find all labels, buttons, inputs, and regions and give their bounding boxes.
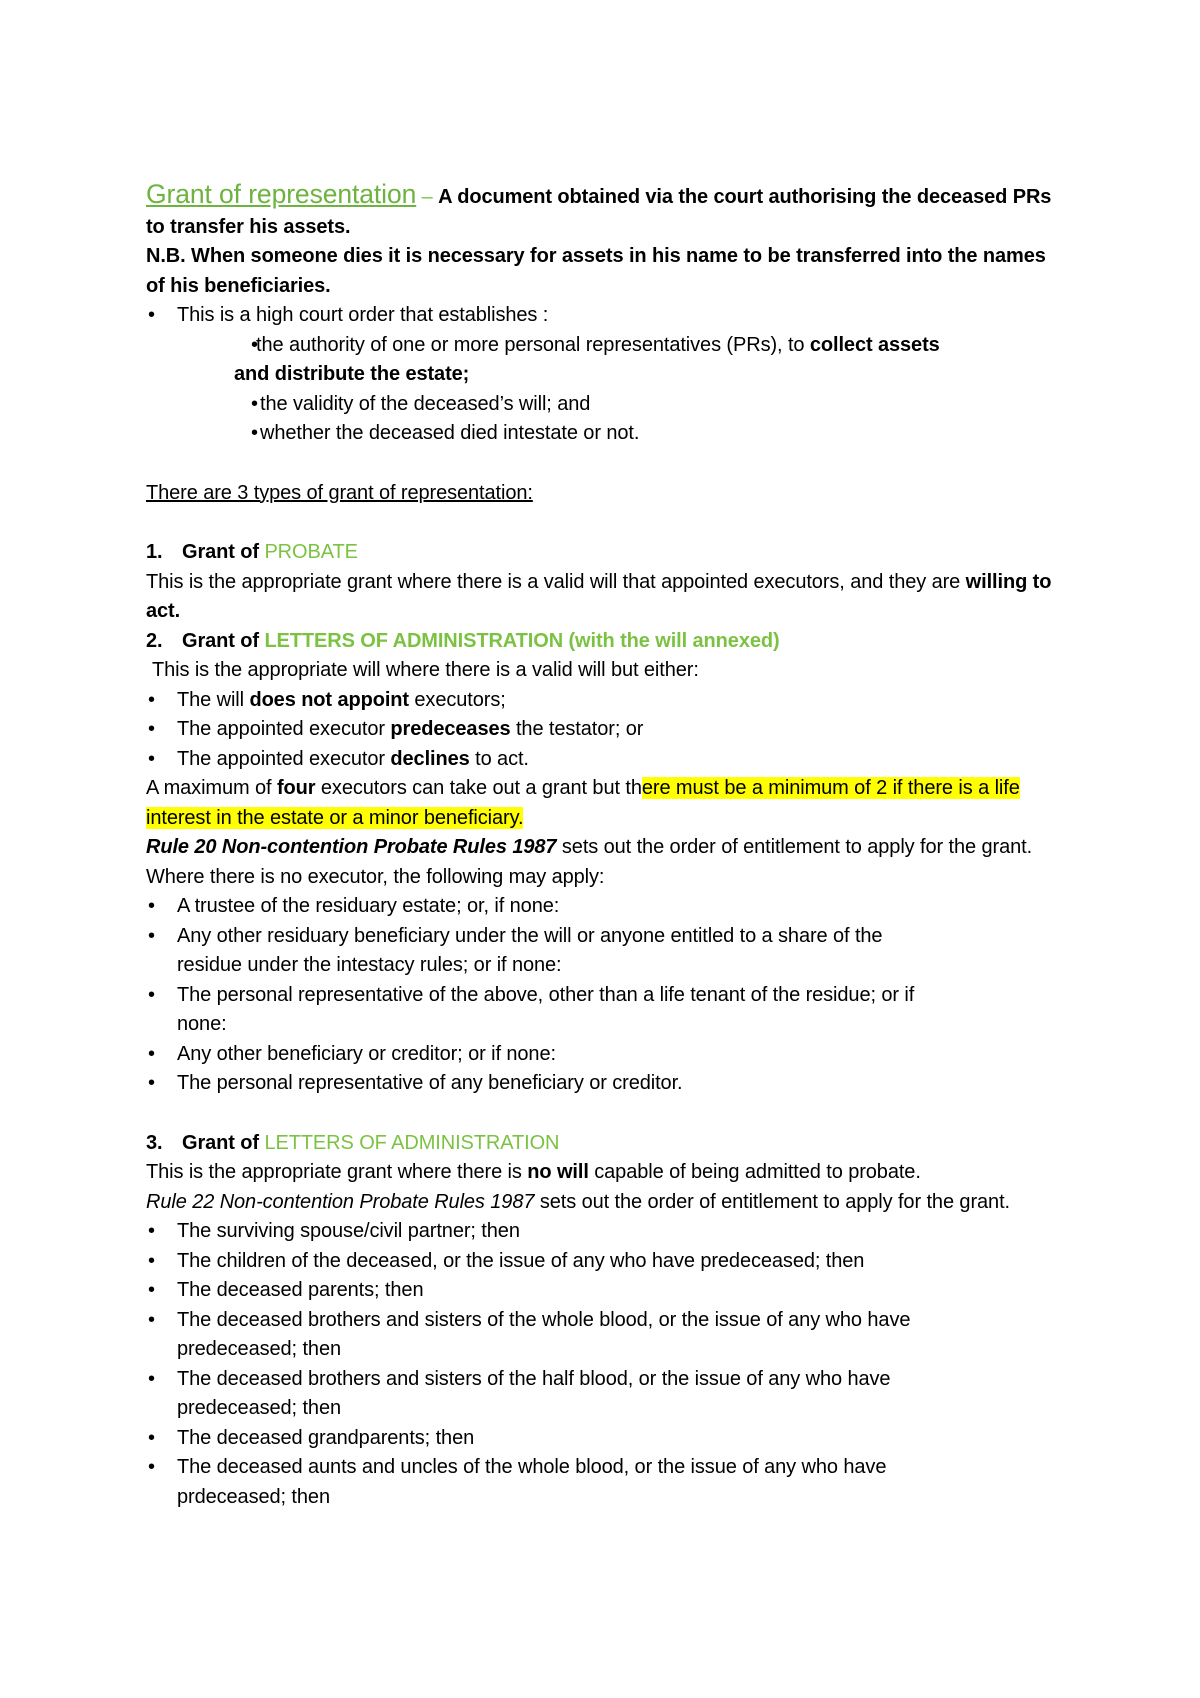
- list-item: [146, 1365, 1066, 1424]
- list-item-continuation: predeceased; then: [177, 1338, 341, 1360]
- list-item-continuation: predeceased; then: [177, 1397, 341, 1419]
- list-item: [146, 892, 1066, 922]
- list-item-continuation: prdeceased; then: [177, 1485, 330, 1508]
- list-item-continuation: residue under the intestacy rules; or if none:: [177, 954, 562, 976]
- list-item-text: • Any other beneficiary or creditor; or if none:: [177, 1042, 556, 1065]
- types-intro: There are 3 types of grant of representation:: [146, 481, 533, 504]
- list-item: • the validity of the deceased’s will; and: [146, 390, 1066, 420]
- list-item: [146, 1069, 1066, 1099]
- section-description: This is the appropriate grant where there is a valid will that appointed executors, and they are willing to act.: [146, 570, 1052, 622]
- rule-reference: Rule 22 Non-contention Probate Rules 1987 sets out the order of entitlement to apply for the grant.: [146, 1190, 1010, 1213]
- section-description: This is the appropriate will where there is a valid will but either:: [152, 659, 699, 681]
- list-item: [146, 981, 1066, 1040]
- list-item: • the authority of one or more personal representatives (PRs), to collect assets: [146, 331, 1066, 361]
- list-item-text: • The personal representative of any beneficiary or creditor.: [177, 1072, 683, 1094]
- list-item: • The will does not appoint executors;: [146, 686, 1066, 716]
- list-item: [146, 1453, 1066, 1512]
- page-title: Grant of representation: [146, 179, 417, 209]
- list-item: [146, 1247, 1066, 1277]
- list-item-text: • Any other residuary beneficiary under the will or anyone entitled to a share of the: [177, 924, 883, 947]
- list-item-text: • The children of the deceased, or the issue of any who have predeceased; then: [177, 1249, 865, 1272]
- document-body: [146, 180, 1066, 1512]
- list-item: • The appointed executor predeceases the testator; or: [146, 715, 1066, 745]
- list-item-text: • The deceased brothers and sisters of the whole blood, or the issue of any who have: [177, 1308, 911, 1331]
- list-item-text: • The deceased grandparents; then: [177, 1426, 475, 1449]
- title-dash: –: [416, 186, 439, 208]
- list-item: • This is a high court order that establishes :: [146, 301, 1066, 331]
- title-definition: A document obtained via the court authorising the deceased PRs to transfer his assets.: [146, 186, 1052, 238]
- list-item-text: • A trustee of the residuary estate; or, if none:: [177, 895, 560, 917]
- section-heading: 1. Grant of PROBATE: [146, 541, 358, 563]
- list-item-text: • The personal representative of the above, other than a life tenant of the residue; or if: [177, 983, 915, 1006]
- list-item-text: • The surviving spouse/civil partner; then: [177, 1220, 520, 1242]
- rule-reference: Rule 20 Non-contention Probate Rules 1987 sets out the order of entitlement to apply for the grant. Where there is no executor, the following may apply:: [146, 836, 1033, 888]
- section-heading: 3. Grant of LETTERS OF ADMINISTRATION: [146, 1131, 560, 1154]
- entitlement-list: [146, 892, 1066, 1099]
- list-item: [146, 922, 1066, 981]
- spacer: [146, 508, 1066, 538]
- executor-maximum-note: A maximum of four executors can take out a grant but there must be a minimum of 2 if there is a life interest in the estate or a minor beneficiary.: [146, 777, 1020, 829]
- nb-note: N.B. When someone dies it is necessary for assets in his name to be transferred into the names of his beneficiaries.: [146, 245, 1046, 297]
- spacer: [146, 1099, 1066, 1129]
- list-item: [146, 1424, 1066, 1454]
- list-item-text: • The deceased aunts and uncles of the whole blood, or the issue of any who have: [177, 1456, 887, 1478]
- spacer: [146, 449, 1066, 479]
- list-item: • whether the deceased died intestate or not.: [146, 419, 1066, 449]
- list-item: [146, 1217, 1066, 1247]
- title-paragraph: [146, 180, 1066, 242]
- list-item: [146, 1040, 1066, 1070]
- list-item-continuation: none:: [177, 1013, 227, 1035]
- list-item: [146, 1276, 1066, 1306]
- list-item-text: • The deceased brothers and sisters of the half blood, or the issue of any who have: [177, 1367, 891, 1390]
- entitlement-list: [146, 1217, 1066, 1512]
- section-description: This is the appropriate grant where there is no will capable of being admitted to probate.: [146, 1161, 921, 1183]
- section-heading: 2. Grant of LETTERS OF ADMINISTRATION (with the will annexed): [146, 629, 780, 652]
- list-item-continuation: and distribute the estate;: [234, 363, 470, 385]
- highlighted-text: ere must be a minimum of 2 if there is a life interest in the estate or a minor beneficiary.: [146, 777, 1020, 829]
- list-item: [146, 1306, 1066, 1365]
- list-item-text: • The deceased parents; then: [177, 1279, 424, 1301]
- list-item: • The appointed executor declines to act.: [146, 745, 1066, 775]
